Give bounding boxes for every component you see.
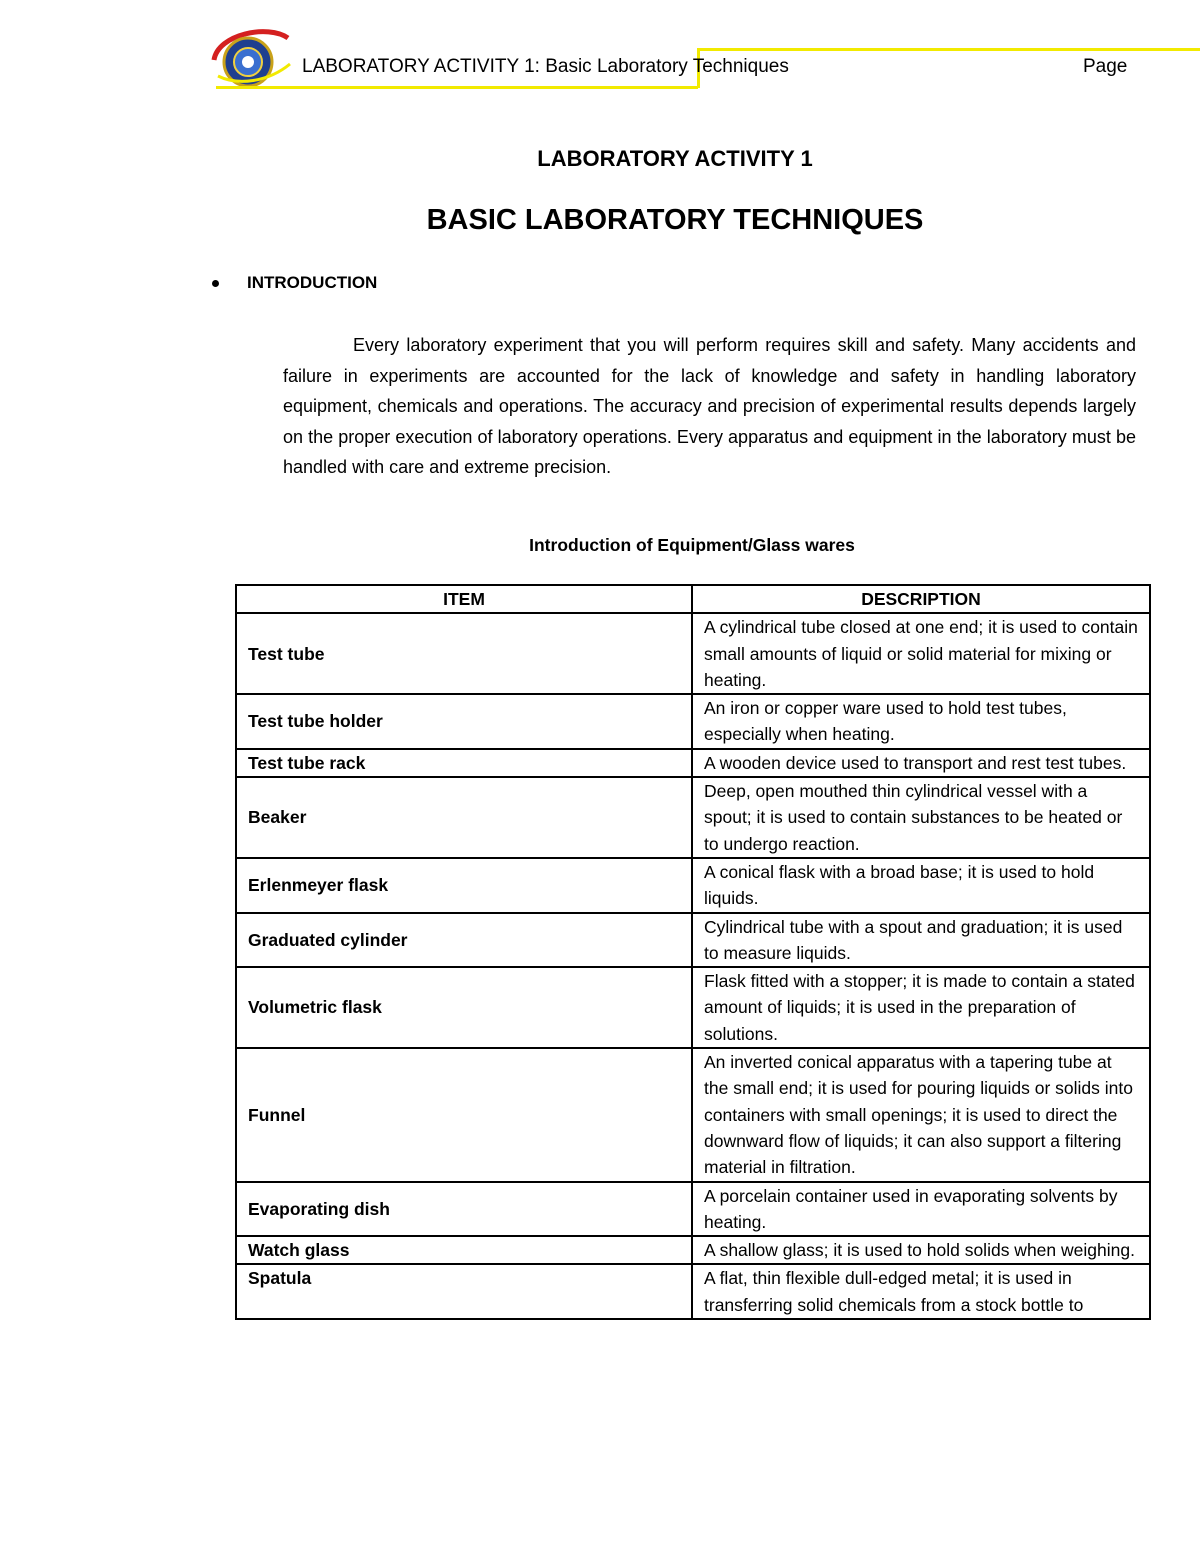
item-cell: Watch glass (236, 1236, 692, 1264)
table-row (236, 613, 1150, 694)
item-cell: Test tube rack (236, 749, 692, 777)
table-row (236, 913, 1150, 968)
section-heading: INTRODUCTION (247, 273, 378, 292)
table-row (236, 777, 1150, 858)
table-row (236, 1264, 1150, 1319)
item-cell: Graduated cylinder (236, 913, 692, 968)
description-cell: A conical flask with a broad base; it is used to hold liquids. (692, 858, 1150, 913)
header-title: LABORATORY ACTIVITY 1: Basic Laboratory Techniques (302, 56, 789, 77)
description-cell: An inverted conical apparatus with a tapering tube at the small end; it is used for pouring liquids or solids into containers with small openings; it is used to direct the downward flow of liquids; it can also support a filtering material in filtration. (692, 1048, 1150, 1181)
description-cell: A cylindrical tube closed at one end; it is used to contain small amounts of liquid or solid material for mixing or heating. (692, 613, 1150, 694)
header-page-label: Page (1083, 56, 1128, 77)
table-caption: Introduction of Equipment/Glass wares (529, 535, 855, 555)
item-cell: Erlenmeyer flask (236, 858, 692, 913)
table-row (236, 1048, 1150, 1181)
description-cell: Cylindrical tube with a spout and graduation; it is used to measure liquids. (692, 913, 1150, 968)
item-cell: Spatula (236, 1264, 692, 1319)
item-cell: Test tube (236, 613, 692, 694)
header-rule-bottom (216, 86, 698, 89)
header-rule-top (697, 48, 1200, 51)
description-cell: Flask fitted with a stopper; it is made to contain a stated amount of liquids; it is used in the preparation of solutions. (692, 967, 1150, 1048)
item-cell: Funnel (236, 1048, 692, 1181)
description-cell: Deep, open mouthed thin cylindrical vessel with a spout; it is used to contain substances to be heated or to undergo reaction. (692, 777, 1150, 858)
school-seal-icon (208, 24, 292, 90)
column-header-description: DESCRIPTION (692, 585, 1150, 613)
document-subtitle: LABORATORY ACTIVITY 1 (537, 146, 813, 171)
document-title: BASIC LABORATORY TECHNIQUES (426, 204, 924, 236)
intro-paragraph: Every laboratory experiment that you will perform requires skill and safety. Many accidents and failure in experiments are accounted for the lack of knowledge and safety in handling laboratory equipment, chemicals and operations. The accuracy and precision of experimental results depends largely on the proper execution of laboratory operations. Every apparatus and equipment in the laboratory must be handled with care and extreme precision. (283, 335, 1136, 477)
table-row (236, 858, 1150, 913)
table-row (236, 967, 1150, 1048)
bullet-icon (212, 280, 219, 287)
description-cell: A porcelain container used in evaporating solvents by heating. (692, 1182, 1150, 1237)
item-cell: Beaker (236, 777, 692, 858)
item-cell: Evaporating dish (236, 1182, 692, 1237)
item-cell: Test tube holder (236, 694, 692, 749)
table-row (236, 694, 1150, 749)
table-row (236, 1236, 1150, 1264)
description-cell: An iron or copper ware used to hold test tubes, especially when heating. (692, 694, 1150, 749)
column-header-item: ITEM (236, 585, 692, 613)
equipment-table (235, 584, 1151, 1320)
table-row (236, 749, 1150, 777)
description-cell: A shallow glass; it is used to hold solids when weighing. (692, 1236, 1150, 1264)
description-cell: A wooden device used to transport and rest test tubes. (692, 749, 1150, 777)
table-header-row (236, 585, 1150, 613)
item-cell: Volumetric flask (236, 967, 692, 1048)
table-row (236, 1182, 1150, 1237)
description-cell: A flat, thin flexible dull-edged metal; it is used in transferring solid chemicals from a stock bottle to (692, 1264, 1150, 1319)
